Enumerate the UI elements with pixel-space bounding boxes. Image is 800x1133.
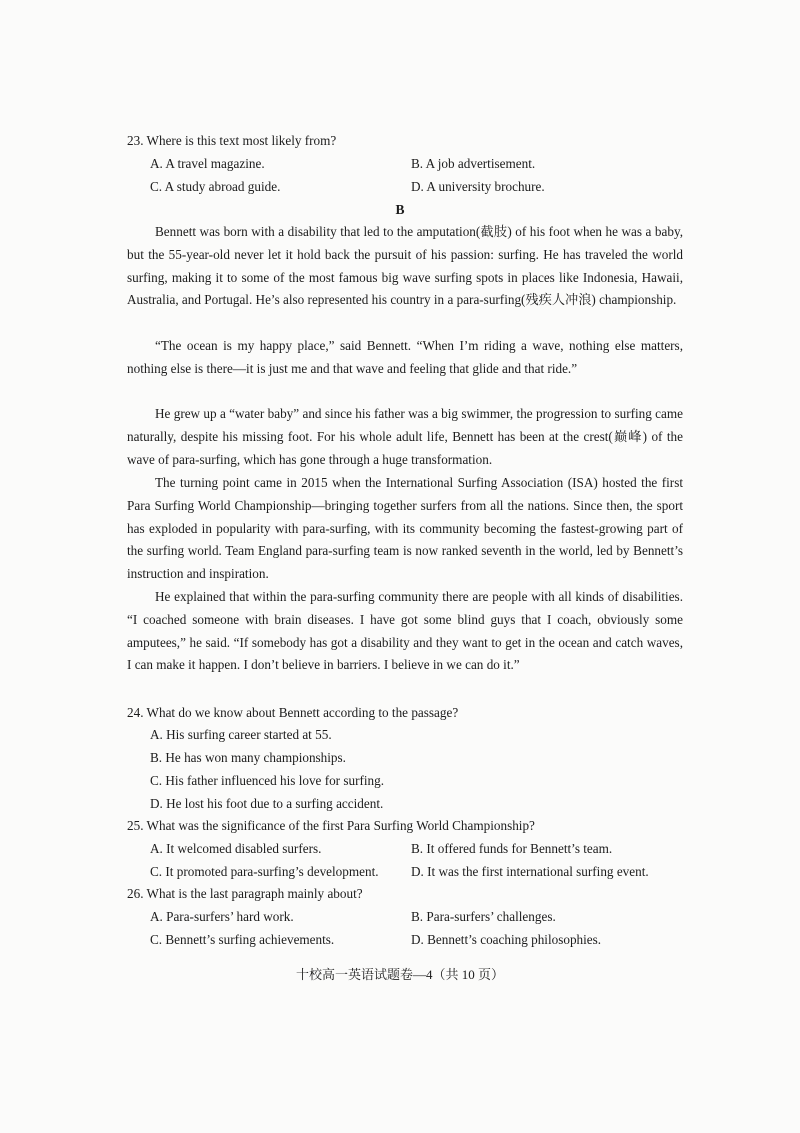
- passage-paragraph-4: The turning point came in 2015 when the International Surfing Association (ISA) hosted the first Para Surfing World Championship—bringing together surfers from all the nations. Since then, the sport has exploded in popularity with para-surfing, with its community becoming the fastest-growing part of the surfing world. Team England para-surfing team is now ranked seventh in the world, led by Bennett’s instruction and inspiration.: [127, 475, 683, 582]
- question-25-option-d: D. It was the first international surfing event.: [411, 864, 649, 879]
- question-23-option-a: A. A travel magazine.: [150, 156, 265, 171]
- question-24-option-d: D. He lost his foot due to a surfing accident.: [150, 796, 384, 811]
- passage-paragraph-1: Bennett was born with a disability that led to the amputation(截肢) of his foot when he was a baby, but the 55-year-old never let it hold back the pursuit of his passion: surfing. He has traveled the world surfing, making it to some of the most famous big wave surfing spots in places like Indonesia, Hawaii, Australia, and Portugal. He’s also represented his country in a para-surfing(残疾人冲浪) championship.: [127, 224, 683, 308]
- question-26-option-c: C. Bennett’s surfing achievements.: [150, 932, 335, 947]
- question-25-option-b: B. It offered funds for Bennett’s team.: [411, 841, 613, 856]
- question-23-option-b: B. A job advertisement.: [411, 156, 536, 171]
- question-26-option-a: A. Para-surfers’ hard work.: [150, 909, 294, 924]
- question-24-option-a: A. His surfing career started at 55.: [150, 727, 332, 742]
- passage-paragraph-2: “The ocean is my happy place,” said Bennett. “When I’m riding a wave, nothing else matters, nothing else is there—it is just me and that wave and feeling that glide and that ride.”: [127, 338, 683, 376]
- page-footer: 十校高一英语试题卷—4（共 10 页）: [295, 967, 504, 982]
- question-26-option-d: D. Bennett’s coaching philosophies.: [411, 932, 602, 947]
- question-25-stem: 25. What was the significance of the first Para Surfing World Championship?: [127, 818, 535, 833]
- section-heading: B: [395, 202, 405, 217]
- question-23-option-c: C. A study abroad guide.: [150, 179, 281, 194]
- question-24-option-c: C. His father influenced his love for surfing.: [150, 773, 385, 788]
- question-25-option-c: C. It promoted para-surfing’s development.: [150, 864, 379, 879]
- question-24-stem: 24. What do we know about Bennett according to the passage?: [127, 705, 459, 720]
- question-24-option-b: B. He has won many championships.: [150, 750, 346, 765]
- question-25-option-a: A. It welcomed disabled surfers.: [150, 841, 322, 856]
- question-23-stem: 23. Where is this text most likely from?: [127, 133, 337, 148]
- question-26-option-b: B. Para-surfers’ challenges.: [411, 909, 556, 924]
- question-26-stem: 26. What is the last paragraph mainly about?: [127, 886, 363, 901]
- passage-paragraph-3: He grew up a “water baby” and since his father was a big swimmer, the progression to surfing came naturally, despite his missing foot. For his whole adult life, Bennett has been at the crest(巅峰) of the wave of para-surfing, which has gone through a huge transformation.: [127, 406, 683, 467]
- question-23-option-d: D. A university brochure.: [411, 179, 545, 194]
- passage-paragraph-5: He explained that within the para-surfing community there are people with all kinds of disabilities. “I coached someone with brain diseases. I have got some blind guys that I coach, obviously some amputees,” he said. “If somebody has got a disability and they want to get in the ocean and catch waves, I can make it happen. I don’t believe in barriers. I believe in we can do it.”: [127, 589, 683, 673]
